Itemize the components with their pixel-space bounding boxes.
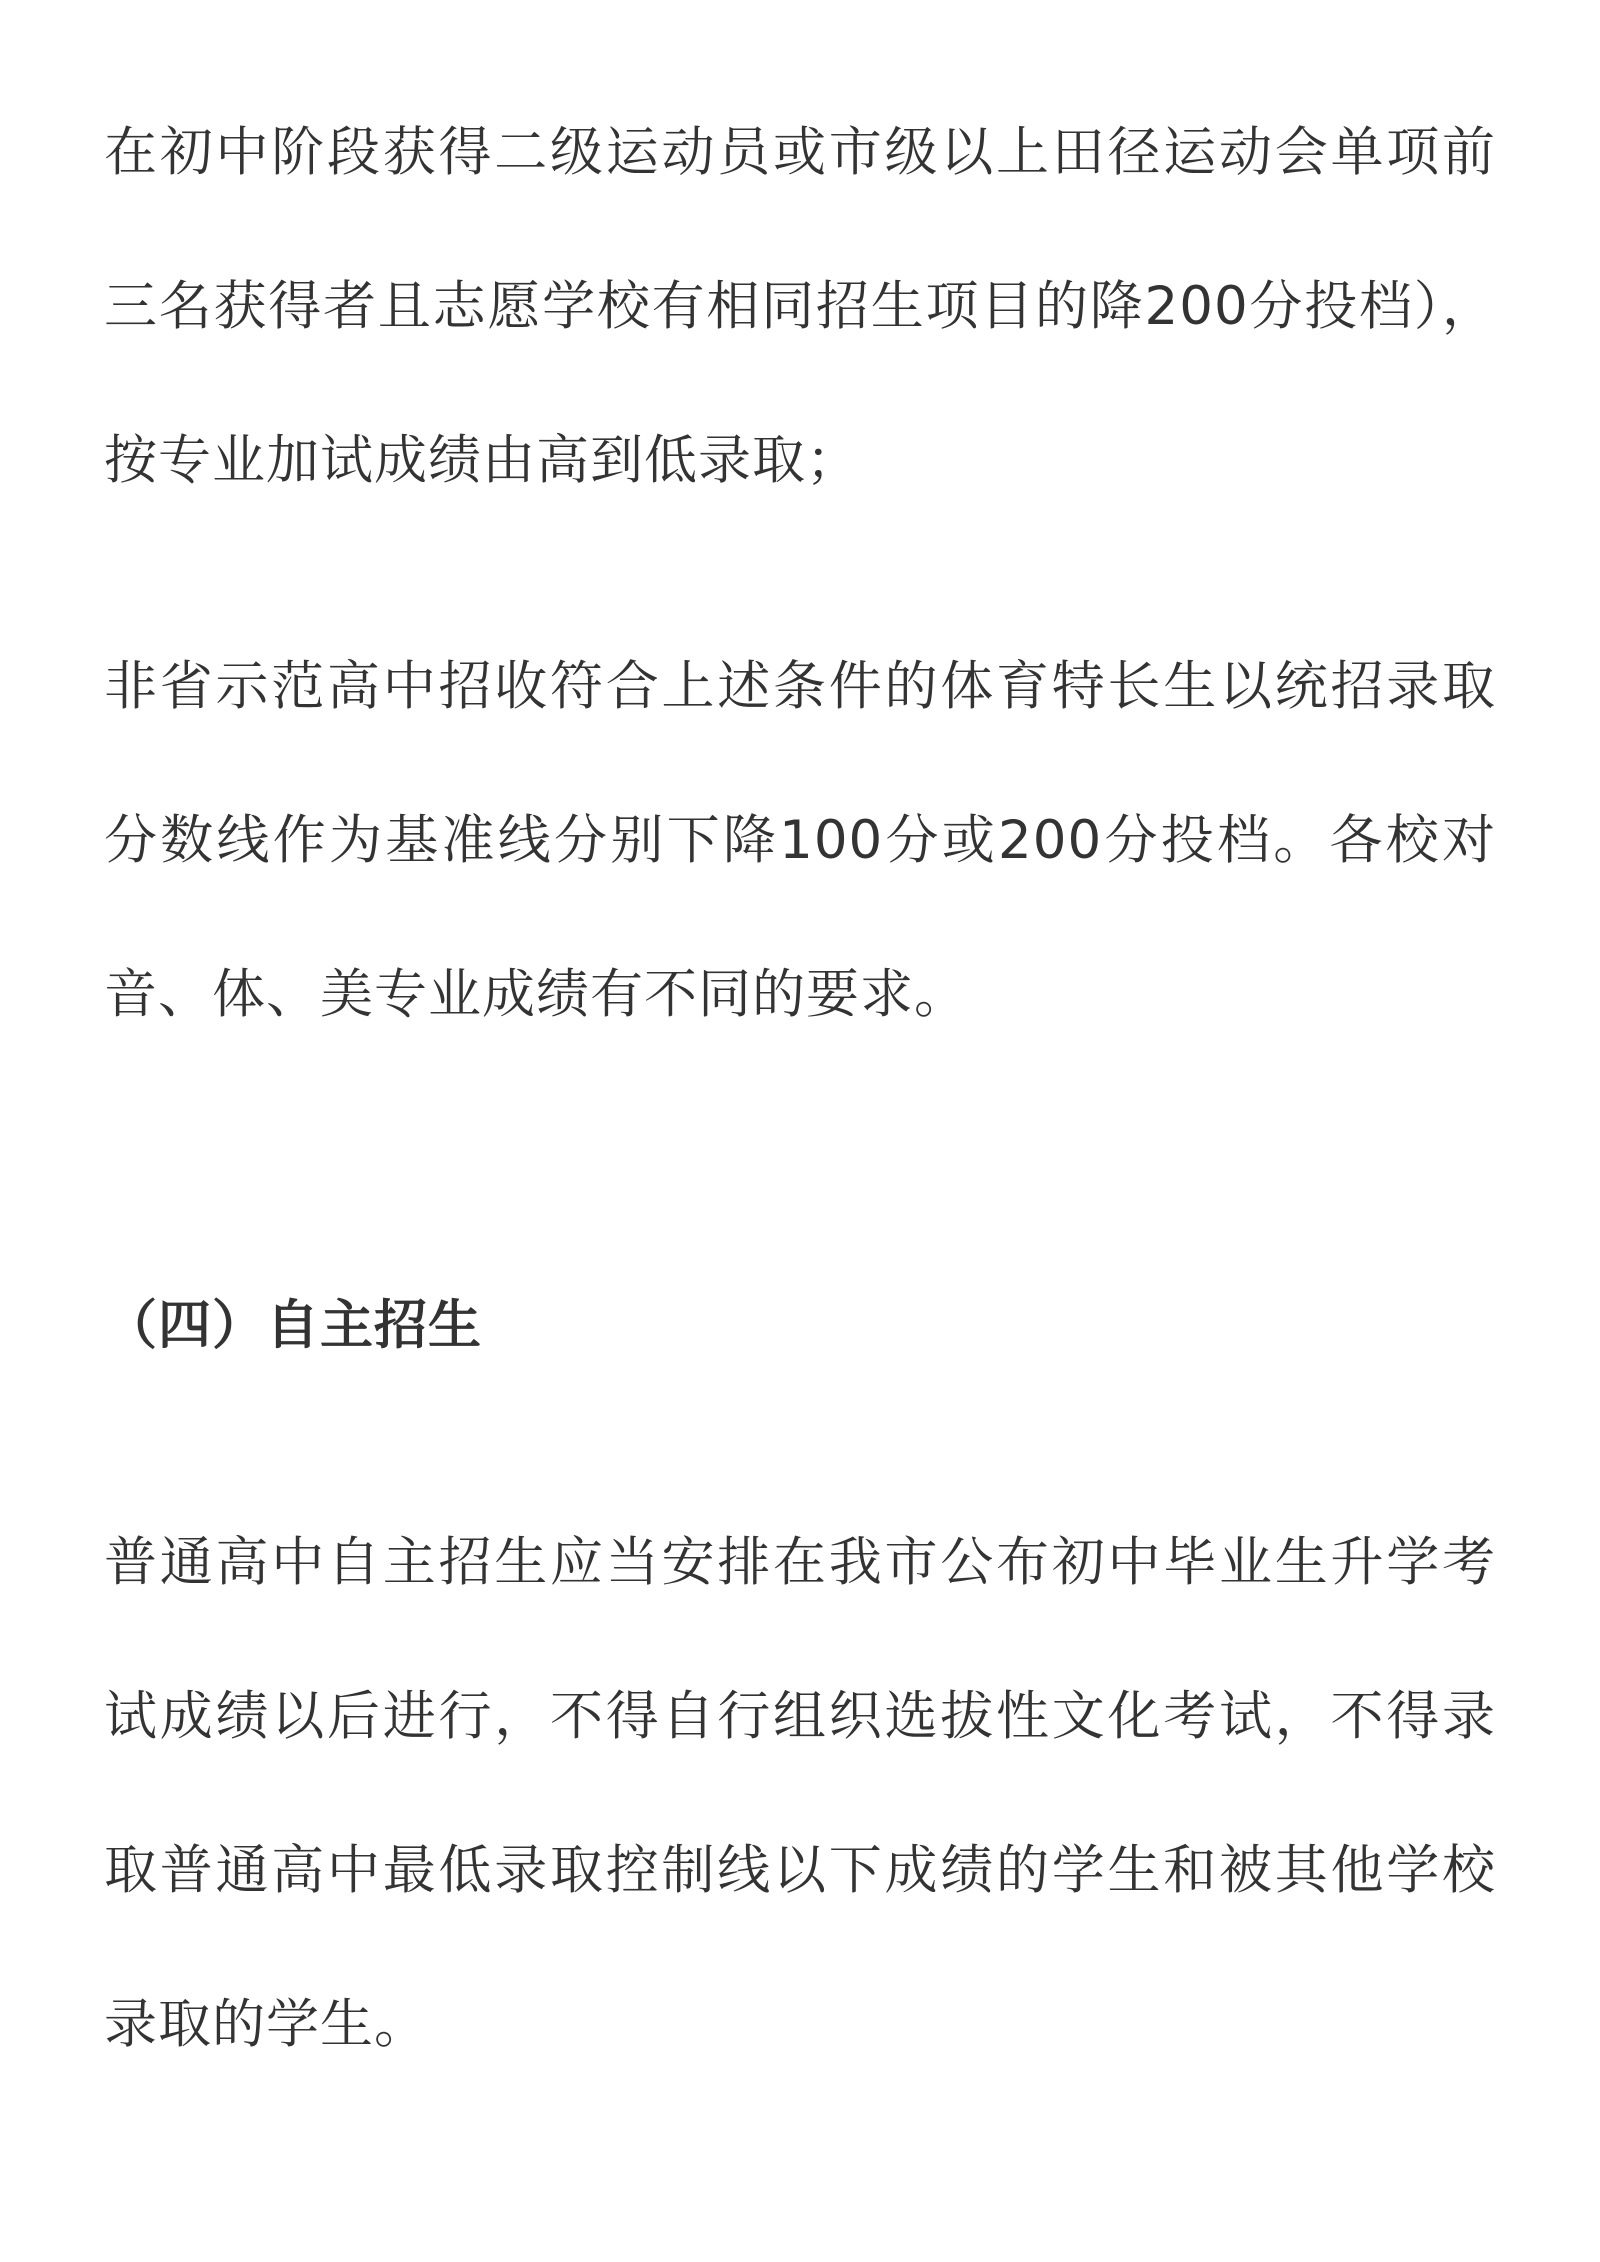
paragraph-sports-admission: 在初中阶段获得二级运动员或市级以上田径运动会单项前三名获得者且志愿学校有相同招生项目的降200分投档），按专业加试成绩由高到低录取； (104, 122, 1496, 491)
paragraph-non-demonstration-schools: 非省示范高中招收符合上述条件的体育特长生以统招录取分数线作为基准线分别下降100分或200分投档。各校对音、体、美专业成绩有不同的要求。 (104, 656, 1496, 1025)
paragraph-independent-enrollment: 普通高中自主招生应当安排在我市公布初中毕业生升学考试成绩以后进行，不得自行组织选拔性文化考试，不得录取普通高中最低录取控制线以下成绩的学生和被其他学校录取的学生。 (104, 1532, 1496, 2055)
section-heading-independent-enrollment: （四）自主招生 (104, 1295, 482, 1356)
